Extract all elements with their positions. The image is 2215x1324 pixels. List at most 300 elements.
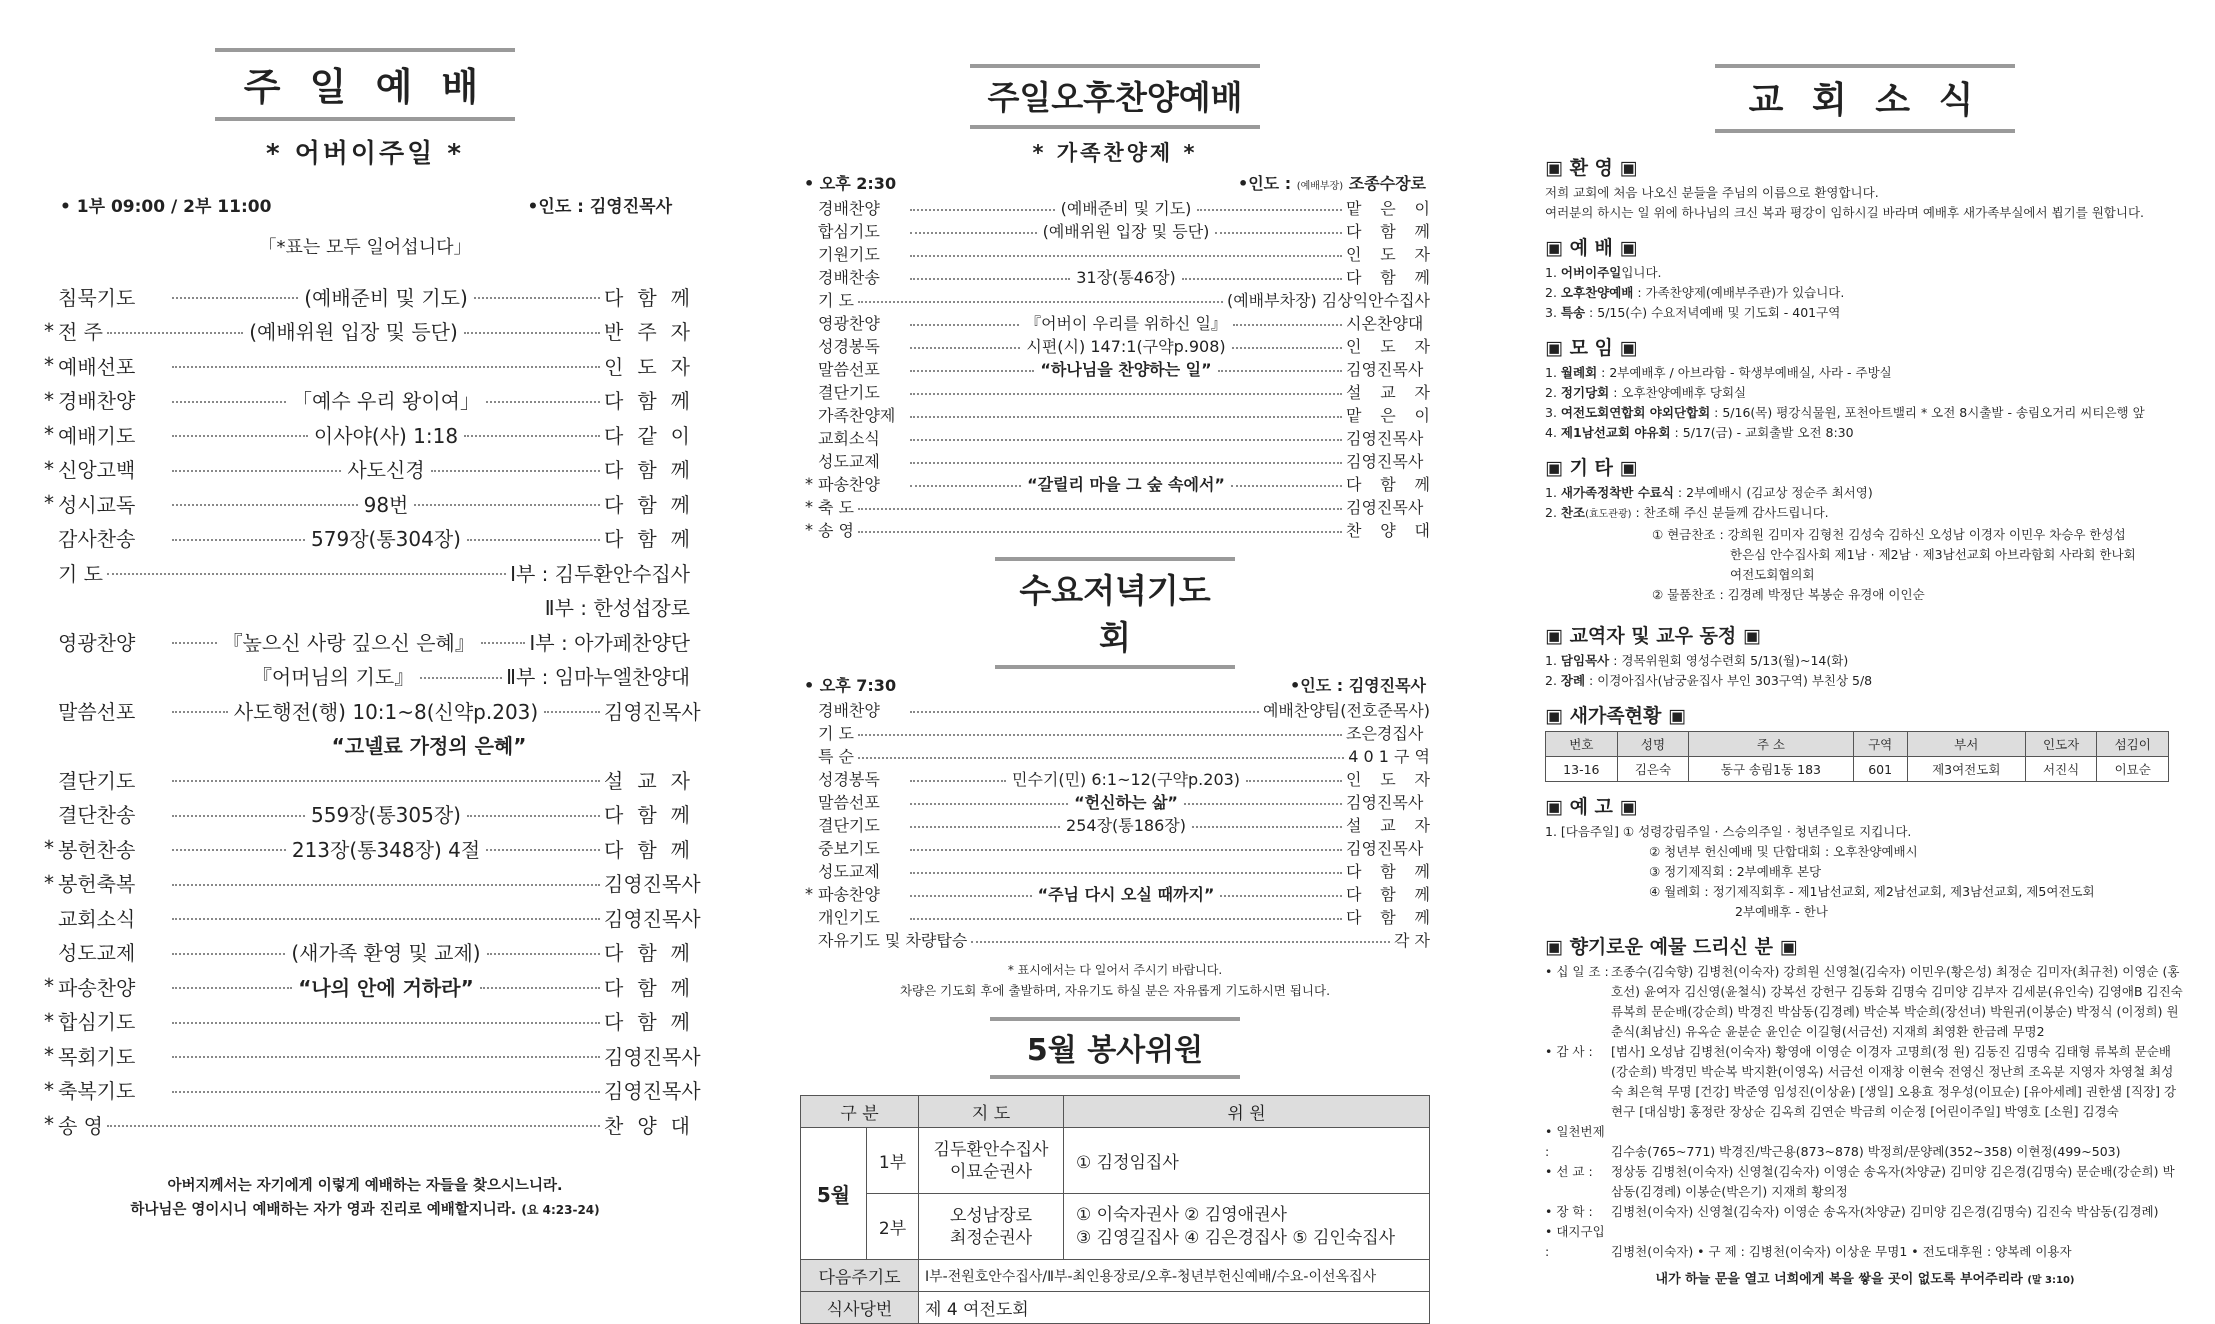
order-row [800,265,1430,288]
etc-item: 2. 찬조(효도관광) : 찬조해 주신 분들께 감사드립니다. [1545,505,1829,520]
sunday-worship-title: 주 일 예 배 [215,48,515,121]
leader-dots [172,711,228,713]
order-label: 봉헌찬송 [58,837,136,862]
order-label: 말씀선포 [818,793,880,812]
order-label: 침묵기도 [58,285,136,310]
leader-dots [172,780,600,782]
order-row [800,767,1430,790]
order-content: 559장(통305장) [311,803,461,828]
order-person: 다 함 께 [604,458,690,483]
order-content: 「예수 우리 왕이여」 [292,389,480,414]
new-family-cell: 제3여전도회 [1907,757,2025,782]
order-label: 가족찬양제 [818,406,896,425]
leader-dots [910,324,1019,326]
order-content: 『어머님의 기도』 [251,665,415,690]
stand-mark: * [44,1043,54,1068]
news-item: 2. 오후찬양예배 : 가족찬양제(예배부주관)가 있습니다. [1545,285,1845,300]
order-person: 김영진목사 [1346,360,1424,379]
order-content: 사도행전(행) 10:1~8(신약p.203) [233,699,539,724]
order-content: (예배준비 및 기도) [304,285,468,310]
leader-dots [486,401,600,403]
leader-dots [414,504,600,506]
order-content: 시편(시) 147:1(구약p.908) [1026,337,1226,356]
order-person: 찬 양 대 [604,1113,690,1138]
leader-dots [172,1091,600,1093]
leader-dots [910,711,1259,713]
leader-dots [910,485,1021,487]
order-label: 성도교제 [818,862,880,881]
leader-dots [172,815,305,817]
leader-dots [1197,209,1342,211]
order-person: 맡 은 이 [1346,406,1430,425]
leader-dots [1182,278,1342,280]
order-label: 성도교제 [58,941,136,966]
order-label: 합심기도 [818,222,880,241]
order-row [40,659,690,694]
order-content: 579장(통304장) [311,527,461,552]
order-person: 다 함 께 [604,941,690,966]
leader-dots [172,953,285,955]
leader-dots [172,1022,600,1024]
leader-dots [172,504,358,506]
order-content: 민수기(민) 6:1~12(구약p.203) [1011,770,1241,789]
guide-name: 이묘순권사 [949,1161,1033,1182]
leader-dots [1232,347,1342,349]
order-label: 경배찬송 [818,268,880,287]
stand-mark: * [44,1112,54,1137]
order-content: 98번 [363,492,409,517]
news-item: 1. 어버이주일입니다. [1545,265,1662,280]
order-row [40,1073,701,1108]
order-row [800,334,1430,357]
new-family-cell: 동구 송림1동 183 [1689,757,1853,782]
goods-donors: ② 물품찬조 : 김경례 박정단 복봉순 유경애 이인순 [1652,587,1925,602]
members-cell: ① 이숙자권사 ② 김영애권사 ③ 김영길집사 ④ 김은경집사 ⑤ 김인숙집사 [1064,1194,1430,1260]
church-news-column [1545,0,2185,1287]
order-label: 감사찬송 [58,527,136,552]
order-content: (예배준비 및 기도) [1060,199,1192,218]
afternoon-subtitle: * 가족찬양제 * [1032,141,1198,165]
leader-dots [858,757,1344,759]
order-person: 설 교 자 [604,768,690,793]
order-label: 결단기도 [58,768,136,793]
order-label: 개인기도 [818,908,880,927]
sunday-worship-column [40,0,701,1240]
order-person: 반 주 자 [604,320,690,345]
meal-duty-value: 제 4 여전도회 [919,1292,1430,1324]
notice-item: ③ 정기제직회 : 2부예배후 본당 [1649,864,1822,879]
leader-dots [464,332,600,334]
leader-dots [420,677,502,679]
stand-mark: * [44,1008,54,1033]
order-label: 중보기도 [818,839,880,858]
leader-dots [172,539,305,541]
order-row [800,813,1430,836]
stand-mark: * [44,422,54,447]
order-row [40,486,690,521]
order-row [40,728,690,763]
order-label: 송 영 [818,521,854,540]
order-person: 다 같 이 [604,423,690,448]
order-content: 213장(통348장) 4절 [291,837,481,862]
news-item: 2. 정기당회 : 오후찬양예배후 당회실 [1545,385,1747,400]
leader-dots [858,301,1223,303]
notice-item: 2부예배후 - 한나 [1735,904,1828,919]
order-row [800,698,1430,721]
volunteers-table [800,1095,1430,1324]
order-label: 전 주 [58,320,103,345]
guide-name: 최정순권사 [949,1227,1033,1248]
offering-item: • 장 학 : 김병천(이숙자) 신영철(김숙자) 이영순 송옥자(차양균) 김미양 김은경(김명숙) 김진숙 박삼동(김경례) [1545,1204,2159,1219]
leader-dots [910,370,1034,372]
order-content: “고넬료 가정의 은혜” [331,734,527,759]
stand-mark: * [44,387,54,412]
wednesday-prayer-title: 수요저녁기도회 [995,557,1235,669]
order-label: 합심기도 [58,1010,136,1035]
leader-dots [431,470,600,472]
order-label: 결단기도 [818,816,880,835]
order-label: 교회소식 [58,906,136,931]
order-person: 김영진목사 [1346,452,1424,471]
order-label: 축 도 [818,498,854,517]
order-row [800,380,1430,403]
closing-verse-line1: 아버지께서는 자기에게 이렇게 예배하는 자들을 찾으시느니라. [167,1177,563,1194]
etc-heading: ▣ 기 타 ▣ [1545,457,1638,479]
order-row [40,969,690,1004]
wednesday-leader: •인도 : 김영진목사 [1290,676,1426,695]
service-times: • 1부 09:00 / 2부 11:00 [60,197,272,217]
leader-dots [172,401,286,403]
order-row [40,383,690,418]
order-label: 말씀선포 [818,360,880,379]
order-person: 김영진목사 [1346,498,1424,517]
offering-item: • 십 일 조 : 조종수(김숙향) 김병천(이숙자) 강희원 신영철(김숙자) 이민우(황은성) 최정순 김미자(최규천) 이영순 (홍호선) 윤여자 김신영(윤철식) 강복선 강헌구 김동화 김명숙 김미양 김부자 김세분(유인숙) 김영애B 김진숙 류복희 문순배(강순희) 박경진 박삼동(김경례) 박순복 박순희(장선녀) 박원귀(이봉순) 박정식 (이정희) 원춘식(최남신) 유옥순 윤분순 윤인순 이길형(서금선) 지재희 최영환 한금례 무명2 [1545,964,2183,1039]
order-content: (예배위원 입장 및 등단) [249,320,458,345]
order-person: 다 함 께 [1346,268,1431,287]
leader-dots [172,470,341,472]
leader-dots [910,416,1342,418]
closing-verse-ref: (요 4:23-24) [521,1202,600,1217]
order-person: 김영진목사 [1346,839,1424,858]
order-label: 송 영 [58,1113,103,1138]
stand-mark: * [44,456,54,481]
order-label: 성도교제 [818,452,880,471]
order-person: 다 함 께 [604,837,691,862]
next-prayer-value: Ⅰ부-전원호안수집사/Ⅱ부-최인용장로/오후-청년부헌신예배/수요-이선옥집사 [919,1260,1430,1292]
order-row [800,495,1430,518]
order-row [40,452,690,487]
leader-dots [107,573,506,575]
order-content: “갈릴리 마을 그 숲 속에서” [1027,475,1225,494]
order-row [40,900,701,935]
offering-item: • 감 사 : [범사] 오성남 김병천(이숙자) 황영애 이영순 이경자 고명희(정 원) 김동진 김명숙 김태형 류복희 문순배(강순희) 박경민 박순복 박지환(이영옥) 서금선 이재창 이현숙 전영신 정난희 조옥분 지영자 차영철 최성숙 최은혁 무명 [건강] 박준영 임성진(이상윤) [생일] 오용효 정우성(이묘순) [유아세례] 권한샘 [직장] 강현구 [대심방] 홍정란 장상순 김옥희 김연순 박금희 이순정 [어린이주일] 박영호 [소원] 김경숙 [1545,1044,2177,1119]
order-label: 결단기도 [818,383,880,402]
order-row [40,590,690,625]
offering-heading: ▣ 향기로운 예물 드리신 분 ▣ [1545,936,1798,958]
meal-duty-label: 식사당번 [801,1292,919,1324]
order-label: 자유기도 및 차량탑승 [818,931,968,950]
order-person: 다 함 께 [604,285,690,310]
order-person: 찬 양 대 [1346,521,1430,540]
leader-dots [910,849,1342,851]
new-family-header: 인도자 [2025,732,2097,757]
order-person: 인 도 자 [1346,245,1430,264]
leader-dots [1220,895,1342,897]
order-row [40,348,690,383]
order-person: 인 도 자 [1346,770,1430,789]
leader-dots [910,918,1342,920]
order-row [800,859,1430,882]
order-row [40,555,690,590]
new-family-cell: 김은숙 [1617,757,1689,782]
closing-verse-line2: 하나님은 영이시니 예배하는 자가 영과 진리로 예배할지니라. [130,1201,517,1218]
order-person: Ⅰ부 : 아가페찬양단 [529,630,690,655]
order-content: 254장(통186장) [1066,816,1186,835]
afternoon-worship-title: 주일오후찬양예배 [970,64,1260,129]
order-content: “헌신하는 삶” [1074,793,1178,812]
order-row [40,831,690,866]
order-label: 예배기도 [58,423,136,448]
order-row [800,196,1430,219]
members-cell: ① 김정임집사 [1064,1128,1430,1194]
leader-dots [486,849,600,851]
leader-dots [172,918,600,920]
order-person: 설 교 자 [1346,383,1430,402]
worship-list [1545,263,2185,323]
order-row [800,311,1430,334]
leader-dots [107,332,243,334]
meeting-heading: ▣ 모 임 ▣ [1545,337,1638,359]
new-family-cell: 601 [1853,757,1907,782]
order-person: 설 교 자 [1346,816,1430,835]
leader-dots [910,803,1068,805]
stand-mark: * [44,1077,54,1102]
leader-dots [910,872,1342,874]
leader-dots [464,435,600,437]
stand-mark: * [805,520,813,539]
order-person: 김영진목사 [1346,429,1424,448]
leader-dots [1246,780,1342,782]
new-family-header: 부서 [1907,732,2025,757]
leader-dots [910,278,1070,280]
offering-item: • 선 교 : 정상동 김병천(이숙자) 신영철(김숙자) 이영순 송옥자(차양균) 김미양 김은경(김명숙) 문순배(강순희) 박삼동(김경례) 이봉순(박은기) 지재희 황의정 [1545,1164,2175,1199]
order-content: “주님 다시 오실 때까지” [1037,885,1215,904]
order-person: 4 0 1 구 역 [1348,747,1430,766]
stand-mark: * [44,836,54,861]
leader-dots [1233,324,1342,326]
order-row [40,521,690,556]
order-label: 파송찬양 [58,975,136,1000]
order-row [40,866,701,901]
order-person: 다 함 께 [1346,908,1430,927]
leader-dots [172,884,600,886]
order-person: 예배찬양팀(전호준목사) [1262,701,1430,720]
order-row [40,935,690,970]
closing-verse-ref: (말 3:10) [2027,1275,2075,1286]
afternoon-order-list [800,196,1430,541]
leader-dots [480,987,600,989]
leader-dots [467,539,600,541]
order-row [800,882,1430,905]
leader-dots [172,1056,600,1058]
order-person: 김영진목사 [604,699,701,724]
new-family-cell: 13-16 [1546,757,1618,782]
order-label: 영광찬양 [58,630,136,655]
leader-dots [172,987,292,989]
new-family-header: 섬김이 [2097,732,2169,757]
order-person: 다 함 께 [1346,222,1431,241]
church-news-title: 교 회 소 식 [1715,64,2015,133]
middle-column [800,0,1431,1320]
order-person: 다 함 께 [604,492,690,517]
order-label: 영광찬양 [818,314,880,333]
cash-donors: 여전도회협의회 [1730,567,1815,582]
welcome-text: 여러분의 하시는 일 위에 하나님의 크신 복과 평강이 임하시길 바라며 예배후 새가족부실에서 뵙기를 원합니다. [1545,205,2145,220]
leader-dots [858,508,1342,510]
order-row [40,1038,701,1073]
order-row [800,790,1430,813]
order-row [800,219,1430,242]
order-label: 예배선포 [58,354,136,379]
notice-item: ④ 월례회 : 정기제직회후 - 제1남선교회, 제2남선교회, 제3남선교회, 제5여전도회 [1649,884,2095,899]
stand-mark: * [44,974,54,999]
order-label: 봉헌축복 [58,872,136,897]
new-family-table [1545,731,2169,782]
order-label: 경배찬양 [818,701,880,720]
order-person: Ⅱ부 : 임마누엘찬양대 [506,665,691,690]
order-label: 기 도 [58,561,103,586]
order-content: 이사야(사) 1:18 [313,423,459,448]
leader-dots [172,849,286,851]
order-person: 조은경집사 [1346,724,1424,743]
order-person: 김영진목사 [604,1079,701,1104]
news-item: 2. 장례 : 이경아집사(남궁윤집사 부인 303구역) 부친상 5/8 [1545,673,1873,688]
notice-item: ② 청년부 헌신예배 및 단합대회 : 오후찬양예배시 [1649,844,1918,859]
staff-heading: ▣ 교역자 및 교우 동정 ▣ [1545,625,1761,647]
month-cell: 5월 [801,1128,867,1260]
order-label: 기 도 [818,724,854,743]
stand-mark: * [44,353,54,378]
leader-dots [858,734,1342,736]
leader-dots [107,1125,600,1127]
new-family-header: 구역 [1853,732,1907,757]
leader-dots [481,642,526,644]
wednesday-time: • 오후 7:30 [804,676,897,695]
order-person: 다 함 께 [604,975,690,1000]
notice-item: 1. [다음주일] ① 성령강림주일 · 스승의주일 · 청년주일로 지킵니다. [1545,824,1912,839]
staff-list [1545,651,2185,691]
leader-dots [172,435,308,437]
order-row [40,693,701,728]
order-label: 기원기도 [818,245,880,264]
order-row [40,624,690,659]
sunday-worship-subtitle: * 어버이주일 * [266,139,464,169]
leader-dots [172,642,217,644]
welcome-text: 저희 교회에 처음 나오신 분들을 주님의 이름으로 환영합니다. [1545,185,1879,200]
order-person: 맡 은 이 [1346,199,1431,218]
order-label: 축복기도 [58,1079,136,1104]
order-label: 신앙고백 [58,458,136,483]
welcome-heading: ▣ 환 영 ▣ [1545,157,1638,179]
order-person: (예배부차장) 김상익안수집사 [1226,291,1430,310]
order-row [800,426,1430,449]
guide-name: 김두환안수집사 [933,1139,1049,1160]
etc-item: 1. 새가족정착반 수료식 : 2부예배시 (김교상 정순주 최서영) [1545,485,1873,500]
header-members: 위 원 [1064,1096,1430,1128]
wednesday-order-list [800,698,1430,951]
part-cell: 2부 [867,1194,919,1260]
order-row [40,1004,690,1039]
order-person: 다 함 께 [604,389,690,414]
order-row [800,357,1430,380]
leader-dots [544,711,600,713]
leader-dots [474,297,600,299]
new-family-header: 번호 [1546,732,1618,757]
order-row [40,797,690,832]
order-person: 김영진목사 [1346,793,1424,812]
closing-verse: 내가 하늘 문을 열고 너희에게 복을 쌓을 곳이 없도록 부어주리라 [1655,1272,2023,1287]
news-item: 3. 여전도회연합회 야외단합회 : 5/16(목) 평강식물원, 포천아트밸리 * 오전 8시출발 - 송림오거리 씨티은행 앞 [1545,405,2145,420]
order-person: 인 도 자 [604,354,690,379]
header-guide: 지 도 [919,1096,1064,1128]
order-row [40,314,690,349]
stand-mark: * [44,870,54,895]
wednesday-note2: 차량은 기도회 후에 출발하며, 자유기도 하실 분은 자유롭게 기도하시면 됩니다. [899,983,1331,998]
new-family-header: 성명 [1617,732,1689,757]
leader-dots [910,895,1032,897]
order-content: 31장(통46장) [1076,268,1176,287]
leader-dots [1215,232,1342,234]
leader-dots [910,826,1060,828]
order-content: “나의 안에 거하라” [298,975,474,1000]
leader-dots [1184,803,1342,805]
cash-donors: 한은심 안수집사회 제1남 · 제2남 · 제3남선교회 아브라함회 사라회 한나회 [1730,547,2136,562]
order-person: 각 자 [1394,931,1430,950]
order-person: 인 도 자 [1346,337,1431,356]
offering-item: • 일천번제 : 김수송(765~771) 박경진/박근용(873~878) 박정희/문양례(352~358) 이현정(499~503) [1545,1124,2121,1159]
order-label: 파송찬양 [818,475,880,494]
order-person: 김영진목사 [604,1044,701,1069]
guide-name: 오성남장로 [949,1205,1033,1226]
order-row [800,905,1430,928]
order-row [800,288,1430,311]
stand-mark: * [44,491,54,516]
order-row [800,472,1430,495]
order-row [40,279,690,314]
new-family-header: 주 소 [1689,732,1853,757]
worship-heading: ▣ 예 배 ▣ [1545,237,1638,259]
stand-mark: * [805,497,813,516]
order-row [800,744,1430,767]
order-label: 성시교독 [58,492,136,517]
order-row [40,1107,690,1142]
sunday-order-list [40,279,701,1142]
offering-list [1545,962,2185,1262]
order-label: 목회기도 [58,1044,136,1069]
leader-dots [910,232,1037,234]
stand-note: 「*표는 모두 일어섭니다」 [258,237,472,258]
order-row [40,762,690,797]
cash-donors: ① 현금찬조 : 강희원 김미자 김형천 김성숙 김하신 오성남 이경자 이민우 차승우 한성섭 [1652,527,2126,542]
meeting-list [1545,363,2185,443]
next-prayer-label: 다음주기도 [801,1260,919,1292]
order-person: 다 함 께 [604,527,691,552]
order-label: 경배찬양 [818,199,880,218]
news-item: 3. 특송 : 5/15(수) 수요저녁예배 및 기도회 - 401구역 [1545,305,1841,320]
order-label: 성경봉독 [818,337,880,356]
leader-dots [858,531,1342,533]
order-label: 교회소식 [818,429,880,448]
